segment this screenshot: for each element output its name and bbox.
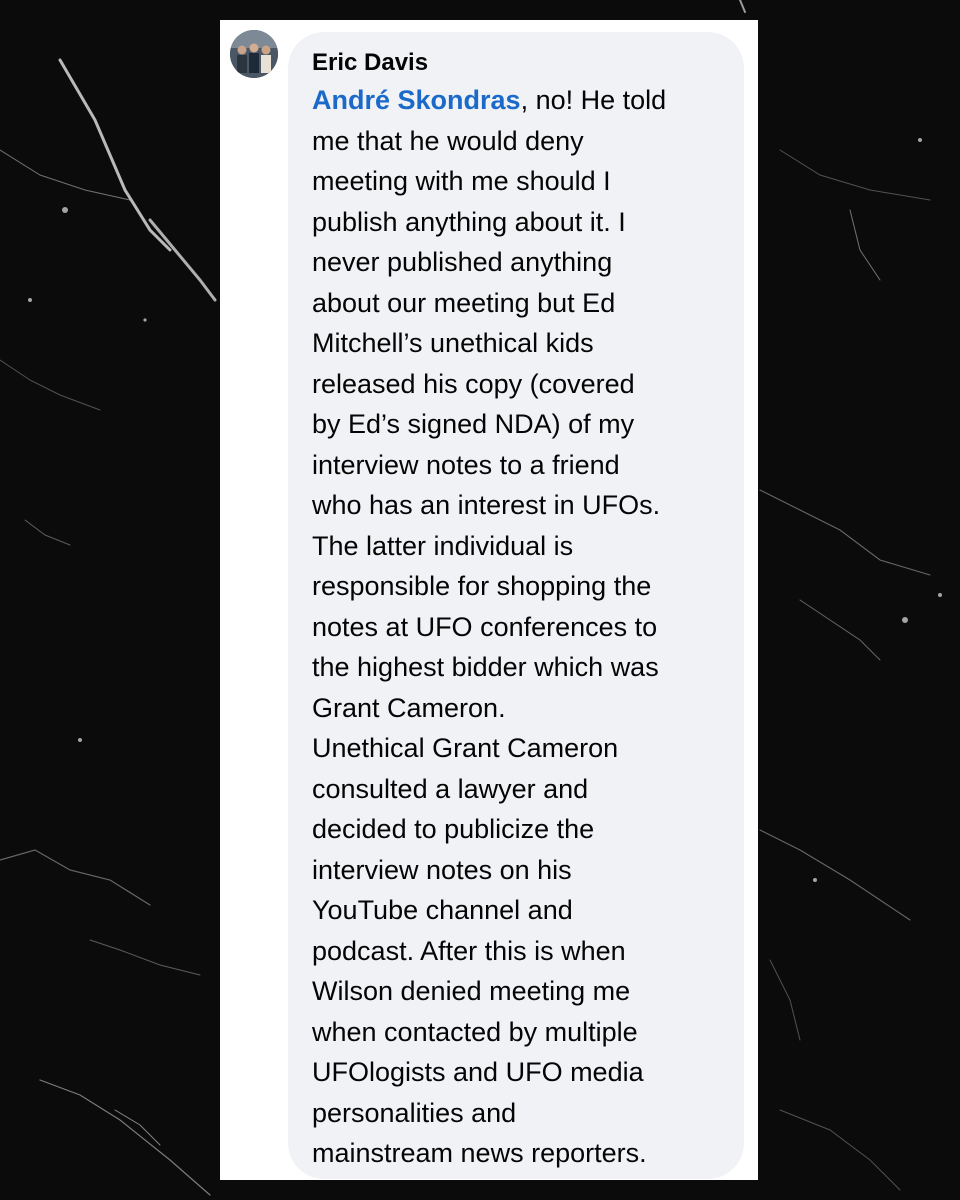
profile-photo-avatar-icon [230, 30, 278, 78]
author-avatar[interactable] [230, 30, 278, 78]
comment-line: meeting with me should I [312, 166, 611, 196]
comment-line: decided to publicize the [312, 814, 595, 844]
comment-line: Grant Cameron. [312, 692, 506, 723]
comment-line: never published anything [312, 247, 613, 277]
comment-line: UFOlogists and UFO media [312, 1057, 644, 1087]
comment-line: Wilson denied meeting me [312, 976, 631, 1006]
comment-line: mainstream news reporters. [312, 1138, 647, 1168]
comment-author[interactable]: Eric Davis [312, 49, 429, 76]
comment-line: released his copy (covered [312, 368, 635, 399]
comment-line: podcast. After this is when [312, 935, 626, 966]
comment-line: consulted a lawyer and [312, 773, 589, 804]
comment-bubble [288, 32, 744, 1179]
comment-line: publish anything about it. I [312, 206, 626, 237]
comment-text [312, 80, 728, 1174]
comment-line: Mitchell’s unethical kids [312, 328, 594, 358]
comment-line: YouTube channel and [312, 895, 573, 925]
comment-line: interview notes to a friend [312, 449, 620, 480]
comment-line: about our meeting but Ed [312, 287, 616, 318]
comment-line: who has an interest in UFOs. [312, 490, 661, 520]
comment-line: when contacted by multiple [312, 1016, 638, 1047]
comment-line: The latter individual is [312, 530, 574, 561]
comment-line: Unethical Grant Cameron [312, 733, 619, 763]
comment-line-text: , no! He told [520, 85, 667, 115]
comment-line: personalities and [312, 1097, 517, 1128]
mention-link[interactable]: André Skondras [312, 85, 521, 115]
comment-line [312, 80, 728, 121]
comment-line: notes at UFO conferences to [312, 611, 658, 642]
comment-line: interview notes on his [312, 854, 572, 885]
comment-line: by Ed’s signed NDA) of my [312, 409, 635, 439]
comment-card [220, 20, 758, 1180]
comment-line: responsible for shopping the [312, 571, 652, 601]
comment-line: the highest bidder which was [312, 652, 659, 682]
comment-line: me that he would deny [312, 125, 584, 156]
